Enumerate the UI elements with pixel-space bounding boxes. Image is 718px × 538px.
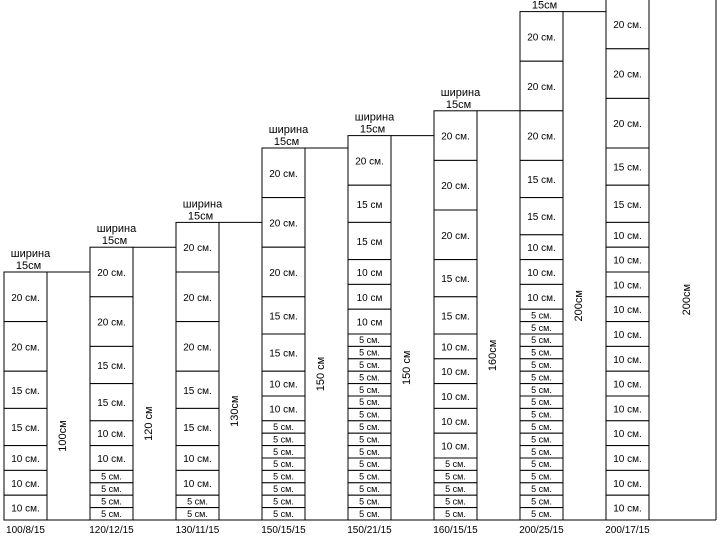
shelf-cell-label: 5 см. [531, 508, 552, 519]
model-code: 150/15/15 [261, 525, 306, 536]
width-caption: ширина [440, 86, 481, 99]
shelf-cell-label: 15 см. [97, 398, 126, 410]
shelf-cell-label: 20 см. [269, 268, 298, 279]
shelf-cell-label: 5 см. [531, 384, 552, 395]
shelf-cell-label: 5 см. [273, 496, 294, 507]
shelf-cell-label: 20 см. [613, 20, 642, 31]
shelf-cell-label: 5 см. [531, 409, 552, 420]
model-code: 130/11/15 [175, 525, 220, 536]
shelf-cell-label: 5 см. [273, 434, 294, 445]
shelf-cell-label: 20 см. [183, 342, 212, 354]
shelf-cell-label: 5 см. [359, 484, 380, 494]
shelf-cell-label: 5 см. [273, 459, 294, 470]
shelf-cell-label: 20 см. [269, 168, 298, 180]
shelf-cell-label: 5 см. [273, 446, 294, 457]
shelf-cell-label: 20 см. [97, 317, 126, 329]
shelf-cell-label: 10 см. [441, 441, 470, 453]
shelf-cell-label: 5 см. [187, 496, 208, 507]
shelf-cell-label: 15 см [356, 237, 383, 248]
shelf-cell-label: 10 см. [11, 503, 40, 515]
shelf-cell-label: 5 см. [359, 422, 380, 432]
shelf-column [605, 0, 693, 536]
shelf-cell-label: 20 см. [527, 82, 556, 93]
shelf-cell-label: 5 см. [187, 508, 208, 519]
shelf-column [176, 198, 241, 536]
shelf-cell-label: 20 см. [11, 292, 40, 304]
height-label: 200см [681, 283, 693, 316]
shelf-cell-label: 10 см. [613, 404, 642, 416]
model-code: 200/17/15 [605, 525, 650, 536]
shelf-cell-label: 10 см. [11, 478, 40, 490]
shelf-cell-label: 15 см. [613, 162, 642, 174]
width-caption-unit: 15см [273, 136, 300, 148]
shelf-cell-label: 5 см. [359, 446, 380, 457]
shelf-cell-label: 10 см. [97, 429, 126, 441]
shelf-cell-label: 10 см. [441, 392, 470, 403]
shelf-cell-label: 5 см. [359, 372, 380, 383]
shelf-cell-label: 10 см. [613, 330, 642, 341]
width-caption-unit: 15см [187, 210, 214, 223]
shelf-column [89, 223, 155, 536]
shelf-cell-label: 20 см. [11, 342, 40, 354]
shelf-column [347, 112, 413, 536]
height-label: 150 см [401, 350, 413, 386]
shelf-cell-label: 10 см. [269, 379, 298, 391]
shelf-cell-label: 5 см. [531, 484, 552, 494]
model-code: 120/12/15 [89, 525, 134, 536]
shelf-cell-label: 20 см. [269, 218, 298, 230]
shelf-cell-label: 5 см. [531, 347, 552, 358]
shelf-cell-label: 10 см. [527, 268, 556, 279]
shelf-cell-label: 5 см. [273, 422, 294, 432]
shelf-cell-label: 20 см. [613, 119, 642, 131]
model-code: 160/15/15 [433, 525, 478, 536]
shelf-cell-label: 10 см. [183, 478, 212, 490]
shelf-cell-label: 5 см. [359, 471, 380, 482]
shelf-cell-label: 20 см. [183, 292, 212, 304]
shelf-cell-label: 20 см. [441, 181, 470, 193]
shelf-cell-label: 5 см. [531, 397, 552, 408]
shelf-cell-label: 15 см. [183, 423, 212, 434]
shelf-cell-label: 15 см [356, 199, 383, 211]
shelf-cell-label: 5 см. [445, 496, 466, 507]
shelf-cell-label: 20 см. [527, 32, 556, 44]
shelf-cell-label: 15 см. [527, 175, 556, 186]
shelf-cell-label: 15 см. [11, 423, 40, 434]
shelf-column [4, 248, 69, 536]
shelf-cell-label: 15 см. [441, 274, 470, 286]
height-label: 160см [487, 339, 499, 372]
shelf-cell-label: 20 см. [97, 268, 126, 279]
width-caption: ширина [354, 111, 395, 124]
shelf-cell-label: 15 см. [11, 385, 40, 397]
shelf-cell-label: 10 см. [613, 305, 642, 317]
shelf-cell-label: 20 см. [355, 156, 384, 168]
width-caption-unit: 15см [101, 235, 128, 248]
shelf-cell-label: 10 см. [613, 503, 642, 515]
shelf-cell-label: 5 см. [359, 397, 380, 408]
height-label: 130см [229, 395, 241, 427]
width-caption: ширина [268, 124, 309, 136]
shelf-cell-label: 5 см. [531, 322, 552, 333]
shelf-cell-label: 5 см. [101, 508, 122, 519]
shelf-cell-label: 10 см. [613, 255, 642, 267]
shelf-cell-label: 10 см. [441, 367, 470, 379]
shelf-cell-label: 5 см. [531, 471, 552, 482]
model-code: 200/25/15 [519, 525, 564, 536]
shelf-cell-label: 10 см. [269, 404, 298, 416]
shelf-cell-label: 10 см. [613, 478, 642, 490]
shelf-cell-label: 5 см. [445, 471, 466, 482]
width-caption-unit: 15см [359, 123, 386, 136]
shelf-cell-label: 20 см. [613, 69, 642, 81]
shelf-cell-label: 15 см. [441, 311, 470, 323]
shelf-cell-label: 10 см. [11, 454, 40, 465]
shelf-cell-label: 5 см. [531, 310, 552, 321]
shelf-cell-label: 20 см. [183, 243, 212, 255]
width-caption-unit: 15см [15, 260, 42, 272]
shelf-cell-label: 10 см. [613, 280, 642, 292]
height-label: 100см [57, 420, 69, 452]
shelf-cell-label: 10 см. [527, 292, 556, 304]
shelf-cell-label: 15 см. [269, 348, 298, 360]
shelf-cell-label: 5 см. [531, 335, 552, 346]
width-caption-unit: 15см [445, 98, 472, 111]
shelf-cell-label: 10 см. [613, 429, 642, 441]
shelf-cell-label: 5 см. [359, 409, 380, 420]
shelf-cell-label: 10 см [356, 268, 383, 279]
shelf-cell-label: 5 см. [531, 459, 552, 470]
shelf-cell-label: 10 см. [441, 416, 470, 428]
shelf-cell-label: 5 см. [531, 372, 552, 383]
shelf-cell-label: 10 см. [613, 454, 642, 465]
shelf-column [519, 0, 585, 536]
shelf-cell-label: 10 см. [441, 342, 470, 354]
shelf-cell-label: 20 см. [527, 131, 556, 143]
shelf-cell-label: 5 см. [101, 496, 122, 507]
shelf-cell-label: 5 см. [359, 508, 380, 519]
shelf-cell-label: 5 см. [359, 384, 380, 395]
shelf-cell-label: 5 см. [531, 422, 552, 432]
shelf-column [261, 124, 327, 536]
shelf-cell-label: 5 см. [273, 508, 294, 519]
shelf-cell-label: 5 см. [359, 496, 380, 507]
shelf-cell-label: 5 см. [531, 496, 552, 507]
model-code: 150/21/15 [347, 525, 392, 536]
shelf-cell-label: 5 см. [273, 484, 294, 494]
height-label: 120 см [143, 406, 155, 441]
shelf-cell-label: 5 см. [445, 508, 466, 519]
shelf-cell-label: 10 см. [613, 379, 642, 391]
width-caption-unit: 15см [531, 0, 558, 12]
shelf-cell-label: 5 см. [359, 434, 380, 445]
width-caption: ширина [182, 198, 223, 211]
shelf-cell-label: 5 см. [531, 360, 552, 370]
shelf-column [433, 87, 499, 536]
shelf-cell-label: 20 см. [441, 230, 470, 242]
shelf-cell-label: 5 см. [445, 484, 466, 494]
shelf-cell-label: 5 см. [531, 446, 552, 457]
height-label: 150 см [315, 356, 327, 392]
shelf-cell-label: 5 см. [101, 484, 122, 494]
shelf-cell-label: 10 см [356, 317, 383, 329]
shelf-cell-label: 5 см. [445, 459, 466, 470]
shelf-cell-label: 5 см. [273, 471, 294, 482]
shelf-cell-label: 15 см. [269, 311, 298, 323]
shelf-cell-label: 10 см. [183, 454, 212, 465]
shelf-cell-label: 5 см. [359, 335, 380, 346]
shelf-cell-label: 5 см. [531, 434, 552, 445]
model-code: 100/8/15 [6, 525, 45, 536]
width-caption: ширина [10, 248, 51, 260]
shelf-cell-label: 10 см. [527, 243, 556, 255]
shelf-cell-label: 10 см. [613, 354, 642, 366]
shelf-cell-label: 15 см. [613, 199, 642, 211]
shelf-cell-label: 10 см. [613, 230, 642, 242]
shelf-cell-label: 10 см. [97, 454, 126, 465]
shelf-cell-label: 5 см. [359, 360, 380, 370]
shelf-cell-label: 5 см. [101, 471, 122, 482]
shelf-cell-label: 15 см. [527, 212, 556, 224]
height-label: 200см [573, 290, 585, 322]
shelf-cell-label: 15 см. [183, 385, 212, 397]
shelf-cell-label: 20 см. [441, 131, 470, 143]
shelf-cell-label: 5 см. [359, 459, 380, 470]
shelf-cell-label: 5 см. [359, 347, 380, 358]
width-caption: ширина [96, 223, 137, 236]
shelf-cell-label: 15 см. [97, 361, 126, 372]
shelf-cell-label: 10 см [356, 292, 383, 304]
